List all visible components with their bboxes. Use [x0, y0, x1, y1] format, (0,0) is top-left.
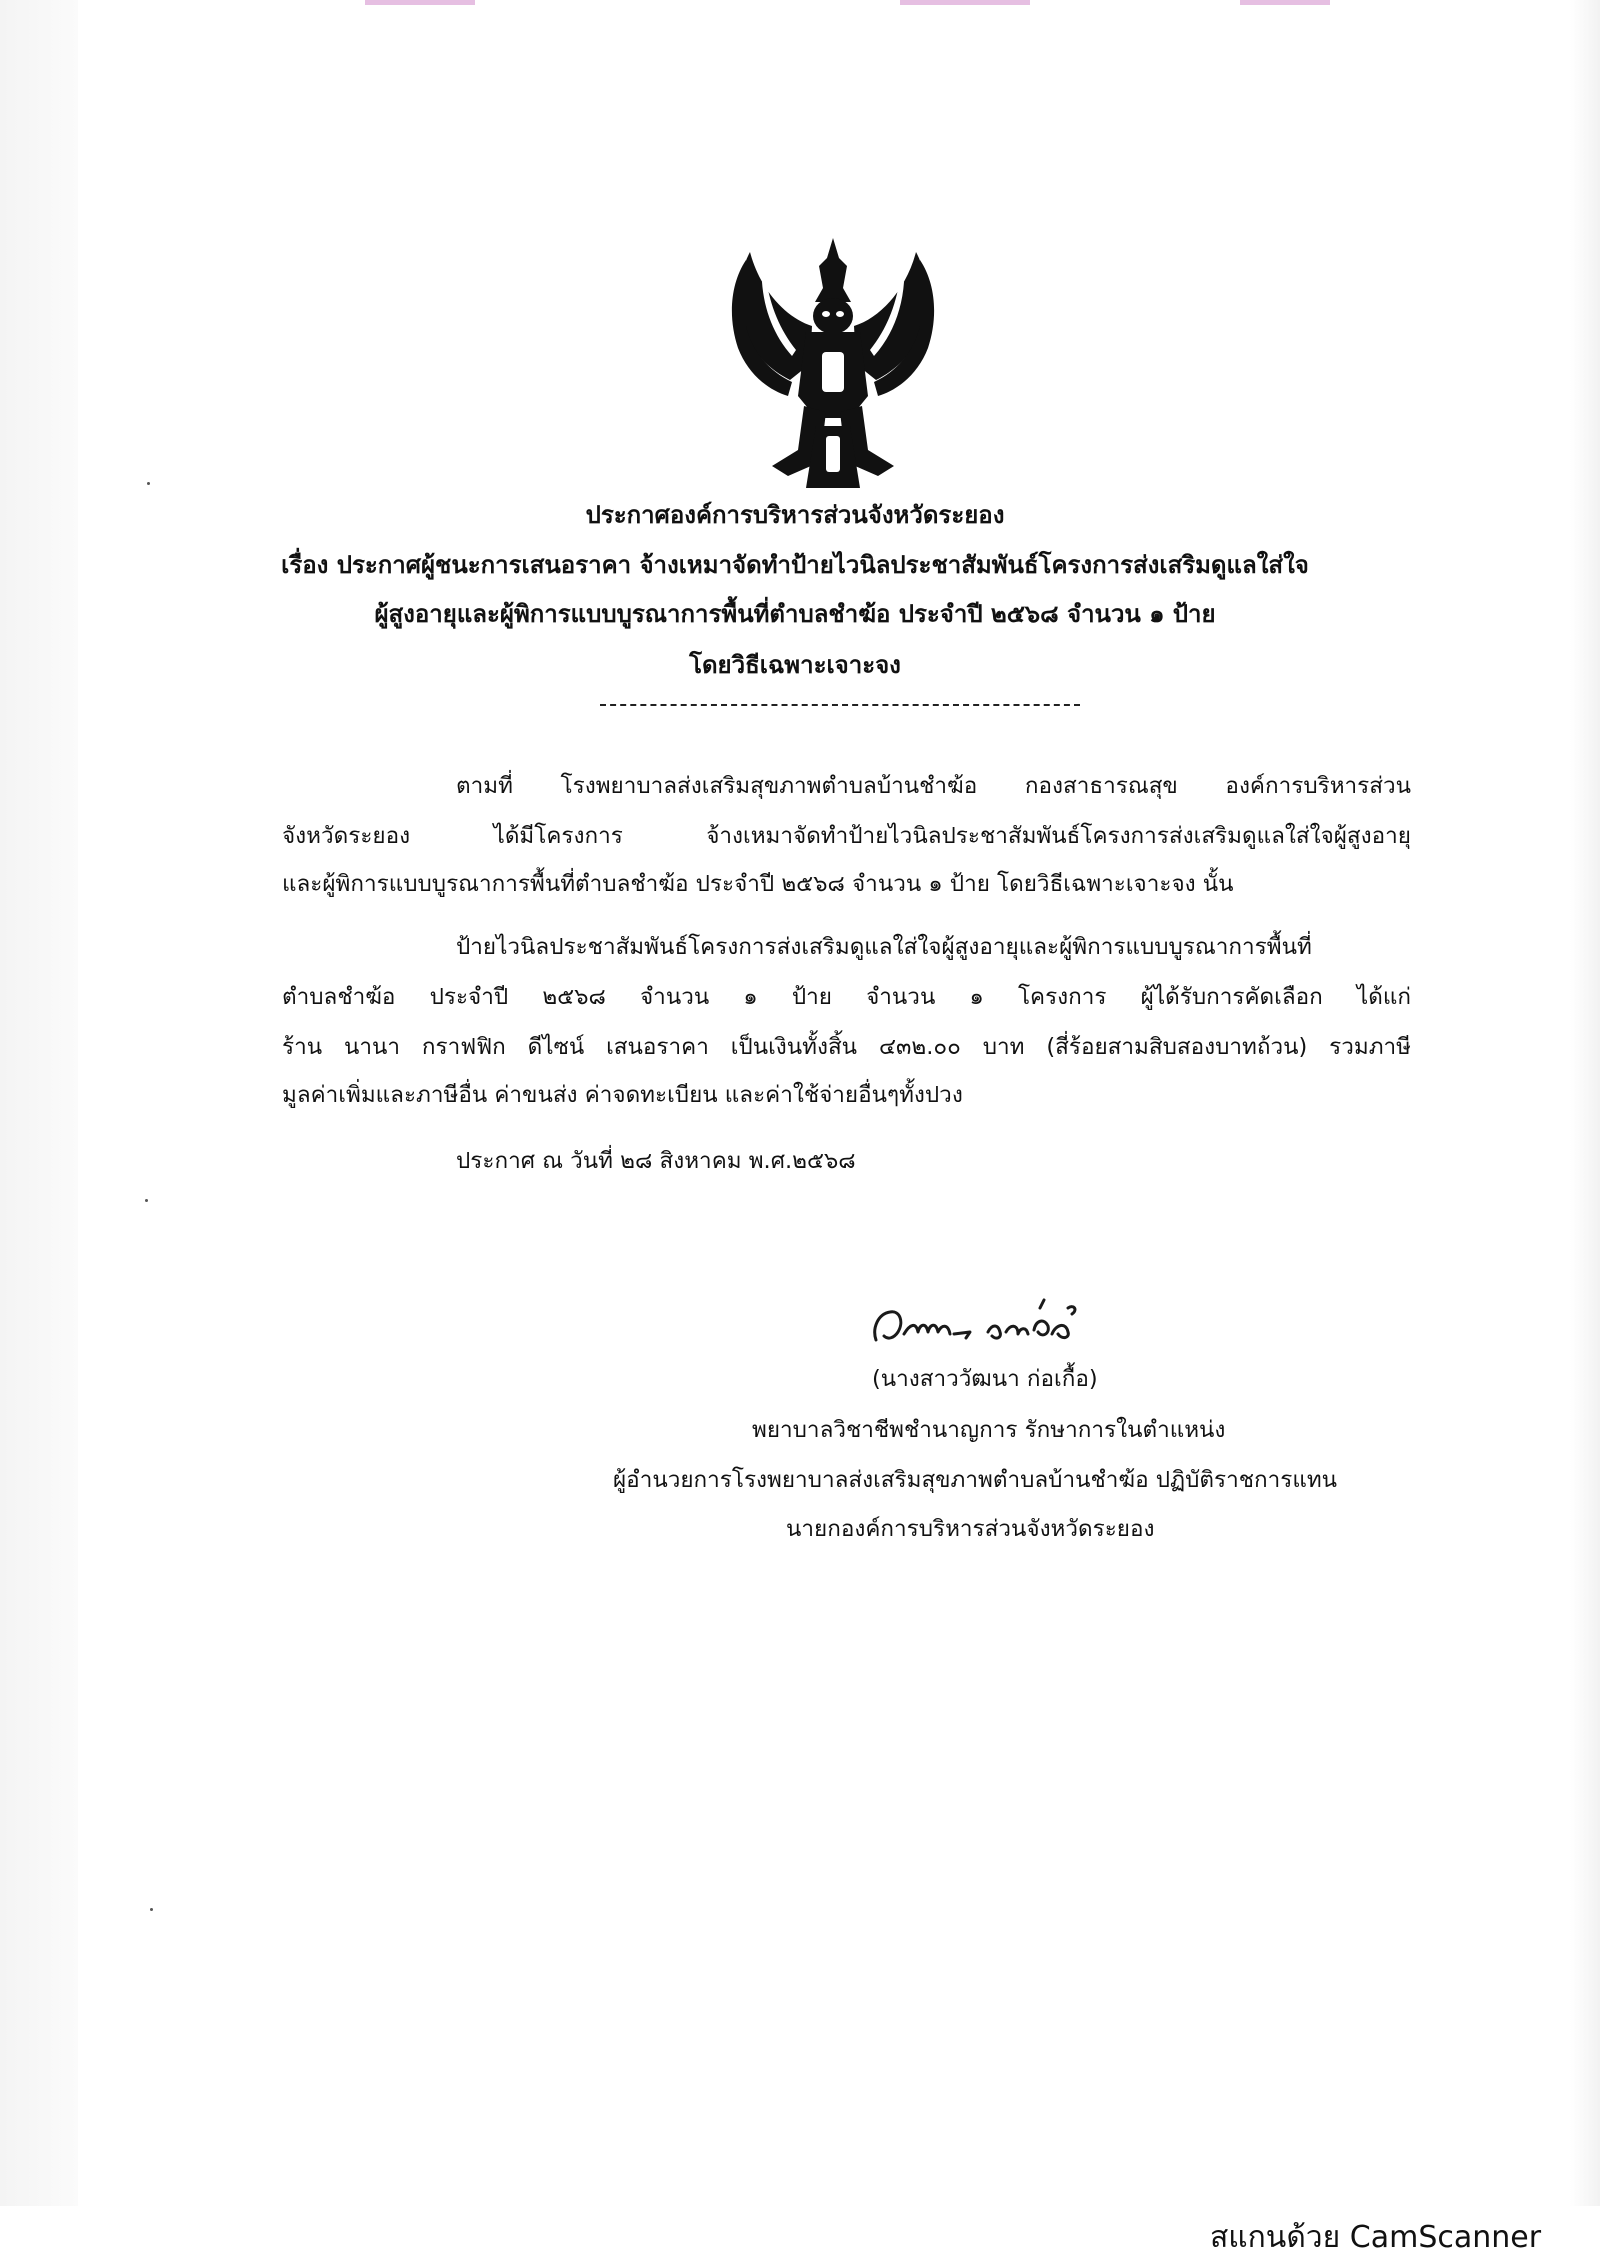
garuda-emblem-icon [726, 230, 940, 492]
signatory-position: ผู้อำนวยการโรงพยาบาลส่งเสริมสุขภาพตำบลบ้านชำฆ้อ ปฏิบัติราชการแทน [613, 1467, 1338, 1493]
paragraph-line: ตำบลชำฆ้อ ประจำปี ๒๕๖๘ จำนวน ๑ ป้าย จำนวน ๑ โครงการ ผู้ได้รับการคัดเลือก ได้แก่ [282, 984, 1411, 1010]
scan-speck [147, 482, 150, 485]
scan-artifact [365, 0, 475, 5]
paragraph-line: ป้ายไวนิลประชาสัมพันธ์โครงการส่งเสริมดูแลใส่ใจผู้สูงอายุและผู้พิการแบบบูรณาการพื้นที่ [456, 934, 1312, 960]
scan-speck [145, 1199, 148, 1202]
scanner-watermark: สแกนด้วย CamScanner [1210, 2220, 1542, 2255]
paragraph-line: และผู้พิการแบบบูรณาการพื้นที่ตำบลชำฆ้อ ประจำปี ๒๕๖๘ จำนวน ๑ ป้าย โดยวิธีเฉพาะเจาะจง นั้น [282, 871, 1234, 897]
title-divider [600, 704, 1080, 706]
signatory-name: (นางสาววัฒนา ก่อเกื้อ) [872, 1366, 1098, 1392]
signatory-position: พยาบาลวิชาชีพชำนาญการ รักษาการในตำแหน่ง [752, 1417, 1226, 1443]
announcement-date: ประกาศ ณ วันที่ ๒๘ สิงหาคม พ.ศ.๒๕๖๘ [456, 1148, 856, 1174]
announcement-subject-line: เรื่อง ประกาศผู้ชนะการเสนอราคา จ้างเหมาจัดทำป้ายไวนิลประชาสัมพันธ์โครงการส่งเสริมดูแลใส่ใจ [281, 551, 1309, 579]
scan-artifact [1240, 0, 1330, 5]
scan-artifact [900, 0, 1030, 5]
handwritten-signature [870, 1294, 1100, 1350]
announcement-title: ประกาศองค์การบริหารส่วนจังหวัดระยอง [585, 501, 1005, 529]
announcement-subject-line: ผู้สูงอายุและผู้พิการแบบบูรณาการพื้นที่ตำบลชำฆ้อ ประจำปี ๒๕๖๘ จำนวน ๑ ป้าย [374, 600, 1216, 628]
paragraph-line: ร้าน นานา กราฟฟิก ดีไซน์ เสนอราคา เป็นเงินทั้งสิ้น ๔๓๒.๐๐ บาท (สี่ร้อยสามสิบสองบาทถ้วน) รวมภาษี [282, 1034, 1411, 1060]
scan-speck [150, 1908, 153, 1911]
scan-shadow-right [1570, 0, 1600, 2264]
paragraph-line: จังหวัดระยอง ได้มีโครงการ จ้างเหมาจัดทำป้ายไวนิลประชาสัมพันธ์โครงการส่งเสริมดูแลใส่ใจผู้สูงอายุ [282, 823, 1411, 849]
announcement-subject-line: โดยวิธีเฉพาะเจาะจง [689, 651, 901, 679]
paragraph-line: ตามที่ โรงพยาบาลส่งเสริมสุขภาพตำบลบ้านชำฆ้อ กองสาธารณสุข องค์การบริหารส่วน [456, 773, 1411, 799]
scan-shadow-left [0, 0, 78, 2210]
signatory-position: นายกองค์การบริหารส่วนจังหวัดระยอง [786, 1516, 1155, 1542]
paragraph-line: มูลค่าเพิ่มและภาษีอื่น ค่าขนส่ง ค่าจดทะเบียน และค่าใช้จ่ายอื่นๆทั้งปวง [282, 1082, 963, 1108]
